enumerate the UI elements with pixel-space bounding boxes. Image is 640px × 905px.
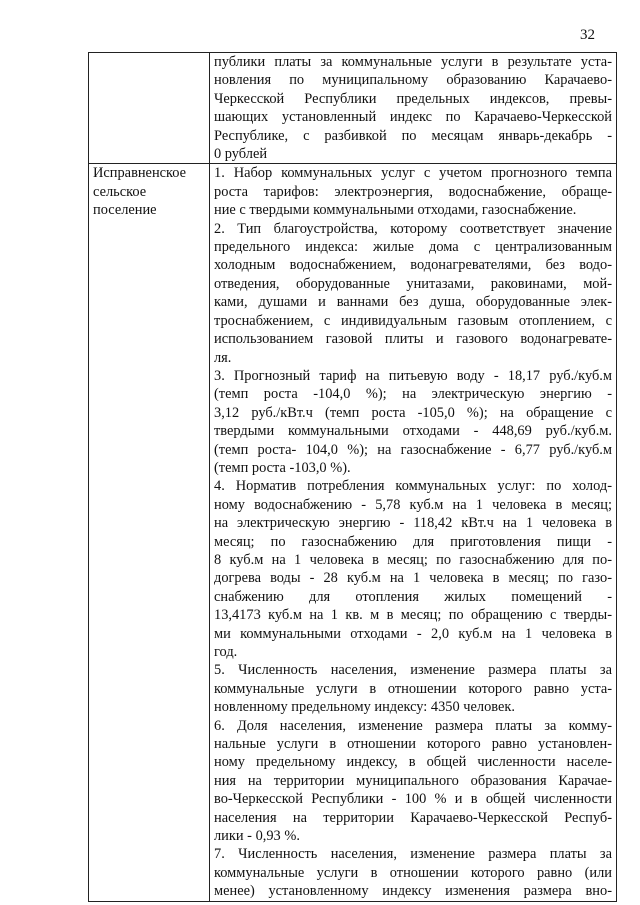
- text-line: ния на территории муниципального образования Карачае-: [214, 772, 612, 789]
- paragraph: [214, 717, 612, 846]
- text-line: твердыми коммунальными отходами - 448,69 руб./куб.м.: [214, 423, 612, 440]
- text-line: на электрическую энергию - 118,42 кВт.ч на 1 человека в: [214, 515, 612, 532]
- text-line: коммунальные услуги в отношении которого равно уста-: [214, 680, 612, 697]
- text-line: 3. Прогнозный тариф на питьевую воду - 18,17 руб./куб.м: [214, 367, 612, 384]
- text-line: лики - 0,93 %.: [214, 828, 300, 845]
- text-line: 13,4173 куб.м на 1 кв. м в месяц; по обращению с тверды-: [214, 607, 612, 624]
- text-line: троснабжением, с индивидуальным газовым отоплением, с: [214, 312, 612, 329]
- paragraph: [214, 477, 612, 661]
- text-line: шающих установленный индекс по Карачаево-Черкесской: [214, 109, 612, 126]
- text-line: ние с твердыми коммунальными отходами, газоснабжение.: [214, 202, 577, 219]
- text-line: использованием газовой плиты и газового водонагревате-: [214, 331, 612, 348]
- text-line: ками, душами и ваннами без душа, оборудованные элек-: [214, 294, 612, 311]
- text-line: публики платы за коммунальные услуги в результате уста-: [214, 54, 612, 70]
- text-line: 6. Доля населения, изменение размера платы за комму-: [214, 717, 612, 734]
- municipality-cell: [89, 164, 210, 901]
- page-number: 32: [580, 27, 595, 43]
- text-line: 7. Численность населения, изменение размера платы за: [214, 846, 612, 863]
- text-line: отведения, оборудованные унитазами, раковинами, мой-: [214, 275, 612, 292]
- text-line: ному водоснабжению - 5,78 куб.м на 1 человека в месяц;: [214, 496, 612, 513]
- paragraph: [214, 164, 612, 219]
- text-line: роста тарифов: электроэнергия, водоснабжение, обраще-: [214, 183, 612, 200]
- details-cell: [210, 53, 617, 164]
- table-row: [89, 53, 617, 164]
- municipality-cell: [89, 53, 210, 164]
- text-line: ля.: [214, 349, 232, 366]
- paragraph: [214, 661, 612, 716]
- paragraph: [214, 220, 612, 367]
- text-line: 1. Набор коммунальных услуг с учетом прогнозного темпа: [214, 165, 612, 182]
- text-line: (темп роста- 104,0 %); на газоснабжение - 6,77 руб./куб.м: [214, 441, 612, 458]
- text-line: догрева воды - 28 куб.м на 1 человека в месяц; по газо-: [214, 570, 612, 587]
- text-line: (темп роста -104,0 %); на электрическую энергию -: [214, 386, 612, 403]
- text-line: нальные услуги в отношении которого равно установлен-: [214, 736, 612, 753]
- text-line: менее) установленному индексу изменения размера вно-: [214, 883, 612, 900]
- text-line: 2. Тип благоустройства, которому соответствует значение: [214, 220, 612, 237]
- text-line: во-Черкесской Республики - 100 % и в общей численности: [214, 791, 612, 808]
- text-line: коммунальные услуги в отношении которого равно (или: [214, 864, 612, 881]
- text-line: холодным водоснабжением, водонагревателями, без водо-: [214, 257, 612, 274]
- text-line: (темп роста -103,0 %).: [214, 459, 351, 476]
- text-line: снабжению для отопления жилых помещений -: [214, 588, 612, 605]
- text-line: населения на территории Карачаево-Черкесской Респуб-: [214, 809, 612, 826]
- text-line: предельного индекса: жилые дома с централизованным: [214, 239, 612, 256]
- text-line: 3,12 руб./кВт.ч (темп роста -105,0 %); на обращение с: [214, 404, 612, 421]
- table-row: [89, 164, 617, 901]
- text-line: новления по муниципальному образованию Карачаево-: [214, 72, 612, 89]
- text-line: ному предельному индексу, в общей численности населе-: [214, 754, 612, 771]
- text-line: месяц; по газоснабжению для приготовления пищи -: [214, 533, 612, 550]
- municipality-name: Исправненское сельское поселение: [93, 165, 187, 219]
- text-line: новленному предельному индексу: 4350 человек.: [214, 699, 515, 716]
- paragraph: [214, 367, 612, 477]
- text-line: Республике, с разбивкой по месяцам январь-декабрь -: [214, 127, 612, 144]
- text-line: 4. Норматив потребления коммунальных услуг: по холод-: [214, 478, 612, 495]
- details-cell: [210, 164, 617, 901]
- paragraph: [214, 845, 612, 900]
- text-line: 0 рублей: [214, 146, 268, 163]
- text-line: 5. Численность населения, изменение размера платы за: [214, 662, 612, 679]
- text-line: 8 куб.м на 1 человека в месяц; по газоснабжению для по-: [214, 551, 612, 568]
- text-line: год.: [214, 644, 238, 660]
- text-line: Черкесской Республики предельных индексов, превы-: [214, 90, 612, 107]
- document-table: [88, 52, 617, 902]
- text-line: ми коммунальными отходами - 2,0 куб.м на 1 человека в: [214, 625, 612, 642]
